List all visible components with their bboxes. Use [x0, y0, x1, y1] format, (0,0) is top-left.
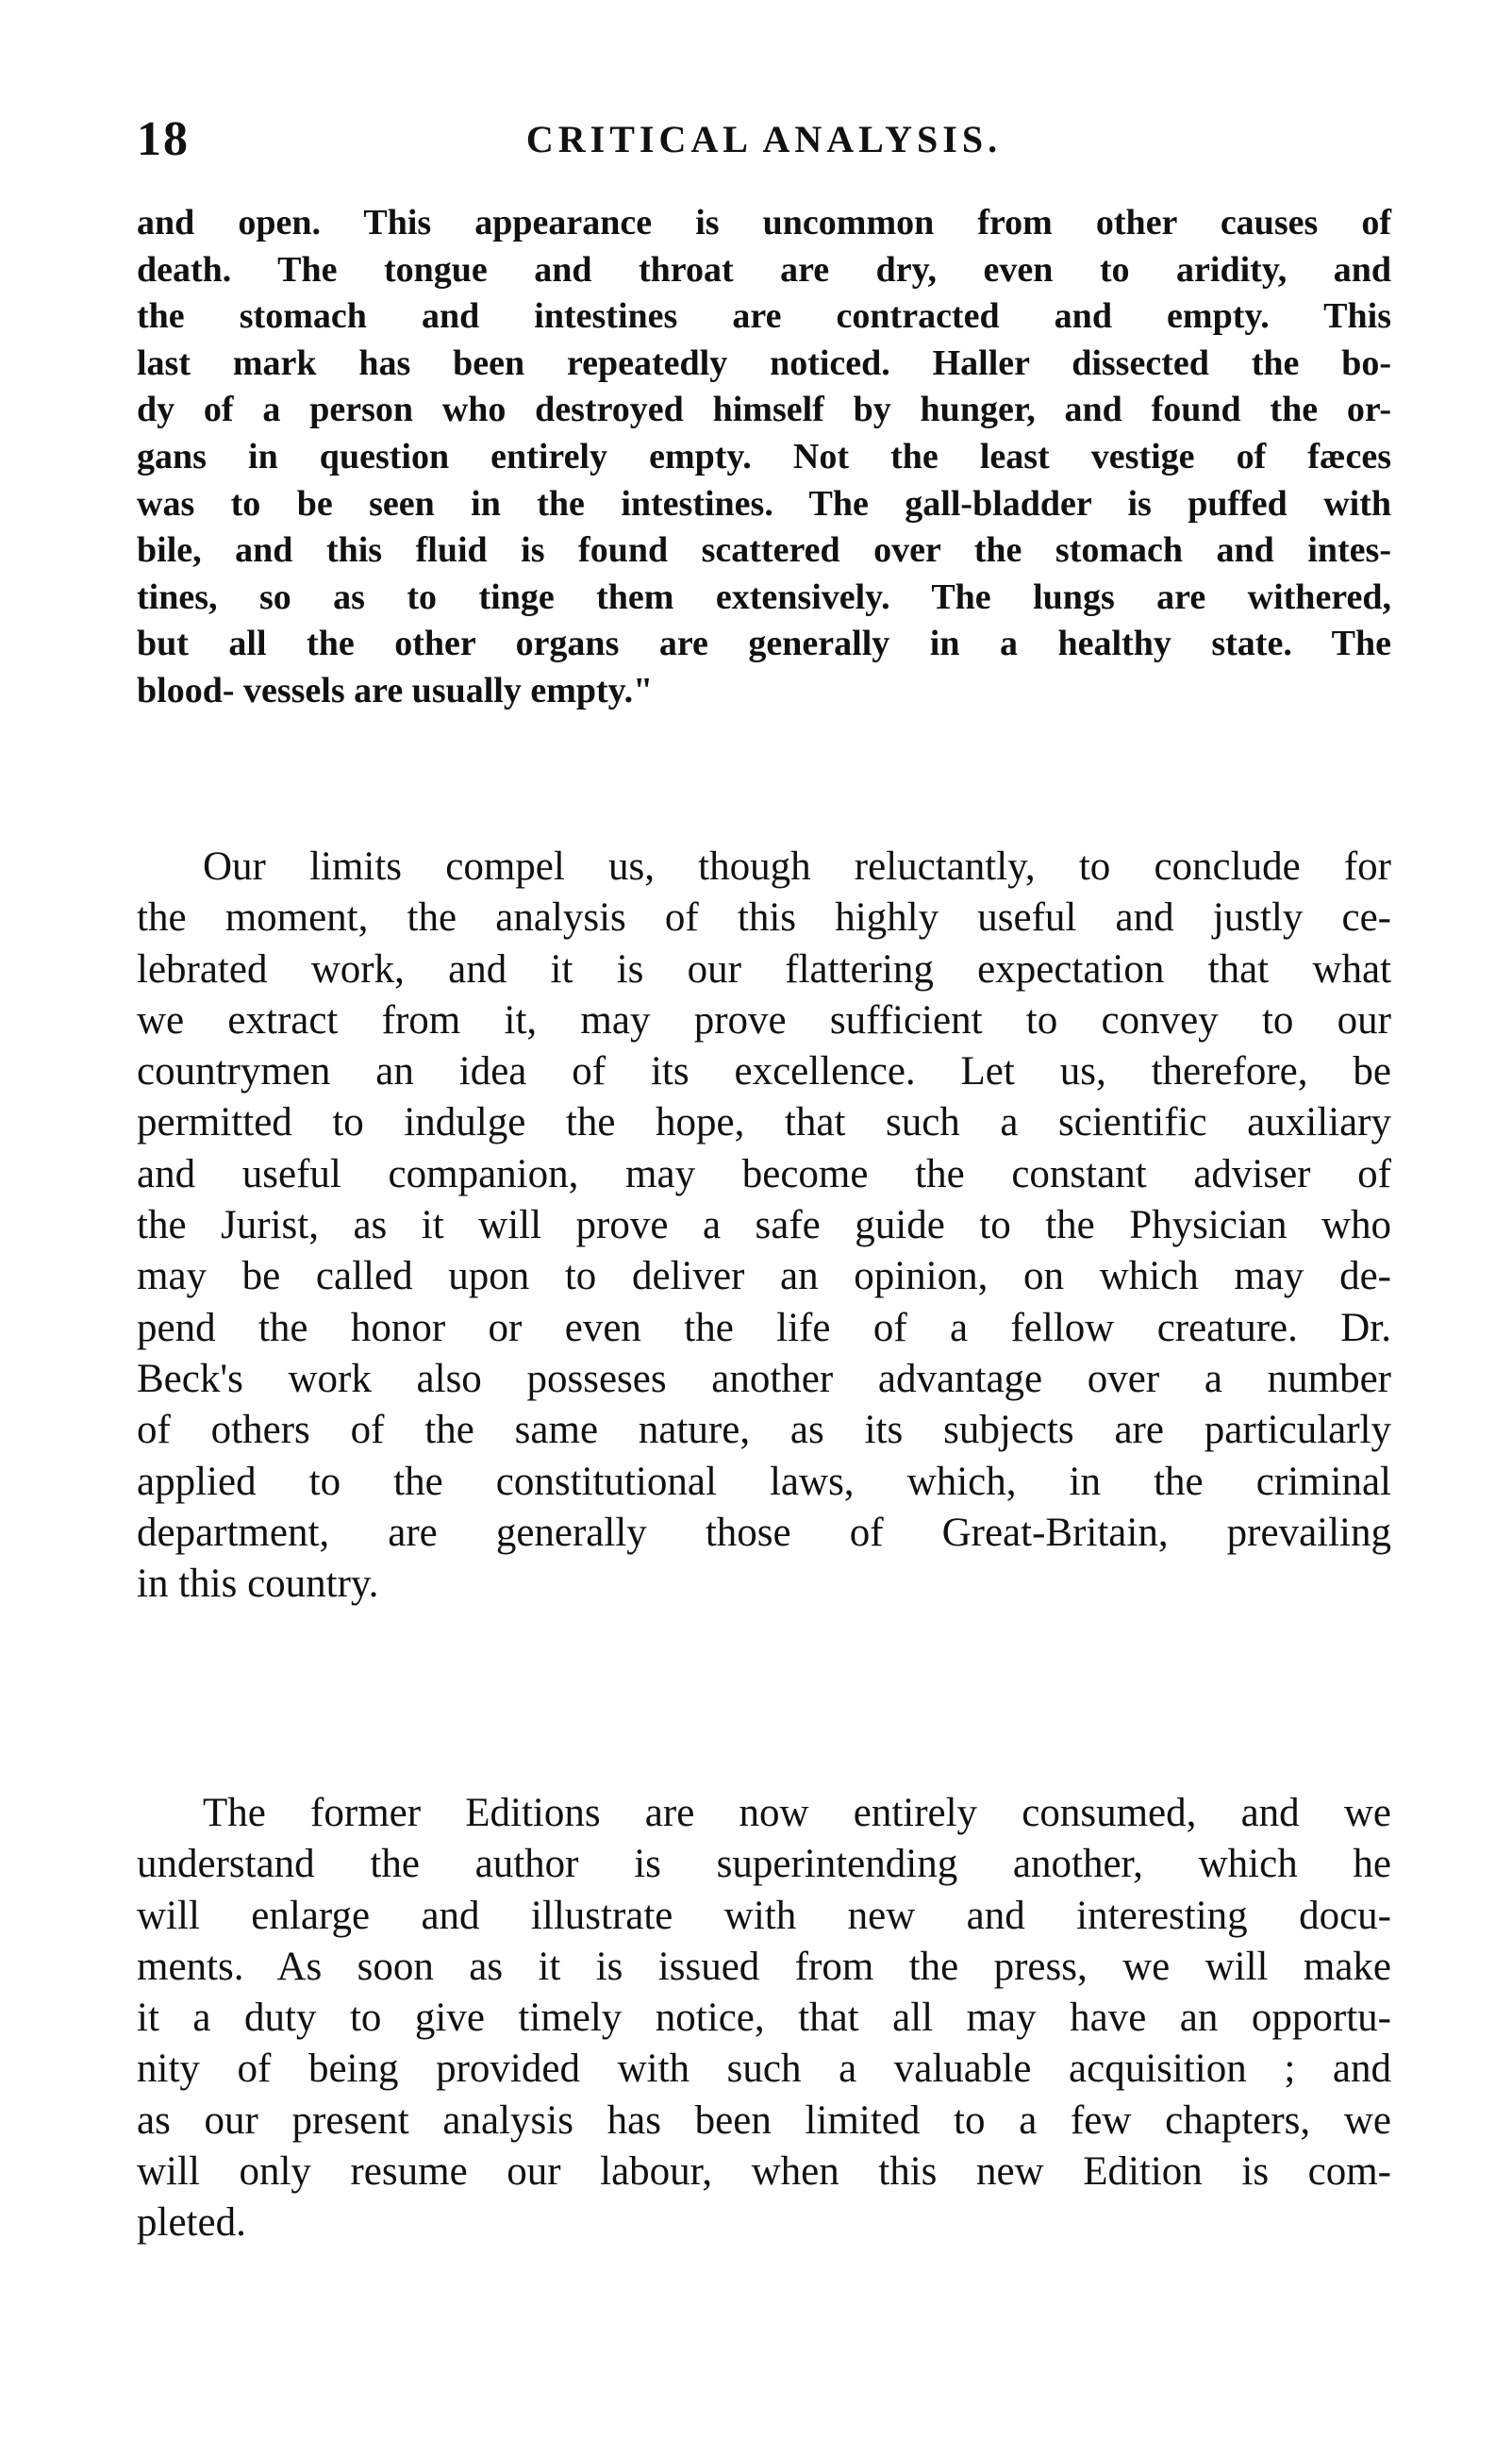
text-line: was to be seen in the intestines. The gall-bladder is puffed with — [137, 483, 1391, 524]
text-line: department, are generally those of Great-Britain, prevailing — [137, 1510, 1391, 1555]
text-line: pend the honor or even the life of a fellow creature. Dr. — [137, 1305, 1391, 1350]
text-line: applied to the constitutional laws, which, in the criminal — [137, 1459, 1391, 1504]
text-line: The former Editions are now entirely consumed, and we — [203, 1791, 1391, 1835]
text-line: understand the author is superintending another, which he — [137, 1842, 1391, 1887]
text-line: but all the other organs are generally in a healthy state. The — [137, 624, 1391, 664]
quoted-passage — [137, 200, 1391, 715]
text-line: the Jurist, as it will prove a safe guide to the Physician who — [137, 1203, 1391, 1248]
text-line: dy of a person who destroyed himself by hunger, and found the or- — [137, 390, 1391, 430]
text-line: nity of being provided with such a valuable acquisition ; and — [137, 2047, 1391, 2092]
paragraph-editions — [137, 1788, 1391, 2249]
text-line: Our limits compel us, though reluctantly, to conclude for — [203, 844, 1391, 889]
text-line: may be called upon to deliver an opinion, on which may de- — [137, 1254, 1391, 1299]
text-line: death. The tongue and throat are dry, even to aridity, and — [137, 249, 1391, 290]
text-line: of others of the same nature, as its subjects are particularly — [137, 1408, 1391, 1453]
paragraph-conclusion — [137, 842, 1391, 1610]
text-line: Beck's work also posseses another advantage over a number — [137, 1356, 1391, 1401]
running-title: CRITICAL ANALYSIS. — [525, 118, 1003, 160]
text-line: will only resume our labour, when this new Edition is com- — [137, 2149, 1391, 2195]
text-line: and useful companion, may become the constant adviser of — [137, 1151, 1391, 1196]
text-line: tines, so as to tinge them extensively. The lungs are withered, — [137, 576, 1391, 617]
text-line: gans in question entirely empty. Not the least vestige of fæces — [137, 436, 1391, 476]
text-line: the stomach and intestines are contracted and empty. This — [137, 296, 1391, 337]
text-line: pleted. — [137, 2200, 246, 2246]
text-line: it a duty to give timely notice, that all may have an opportu- — [137, 1996, 1391, 2041]
text-line: ments. As soon as it is issued from the press, we will make — [137, 1944, 1391, 1989]
text-line: we extract from it, may prove sufficient to convey to our — [137, 997, 1391, 1043]
text-line: will enlarge and illustrate with new and interesting docu- — [137, 1893, 1391, 1938]
text-line: blood- vessels are usually empty." — [137, 670, 654, 710]
text-line: in this country. — [137, 1562, 379, 1607]
text-line: as our present analysis has been limited to a few chapters, we — [137, 2097, 1391, 2143]
text-line: bile, and this fluid is found scattered over the stomach and intes- — [137, 530, 1391, 571]
text-line: countrymen an idea of its excellence. Let us, therefore, be — [137, 1049, 1391, 1094]
text-line: last mark has been repeatedly noticed. Haller dissected the bo- — [137, 343, 1391, 383]
text-line: permitted to indulge the hope, that such a scientific auxiliary — [137, 1100, 1391, 1145]
text-line: lebrated work, and it is our flattering expectation that what — [137, 946, 1391, 992]
text-line: the moment, the analysis of this highly useful and justly ce- — [137, 895, 1391, 941]
page-header — [137, 111, 1391, 168]
page-number: 18 — [137, 112, 190, 166]
text-line: and open. This appearance is uncommon from other causes of — [137, 203, 1391, 242]
